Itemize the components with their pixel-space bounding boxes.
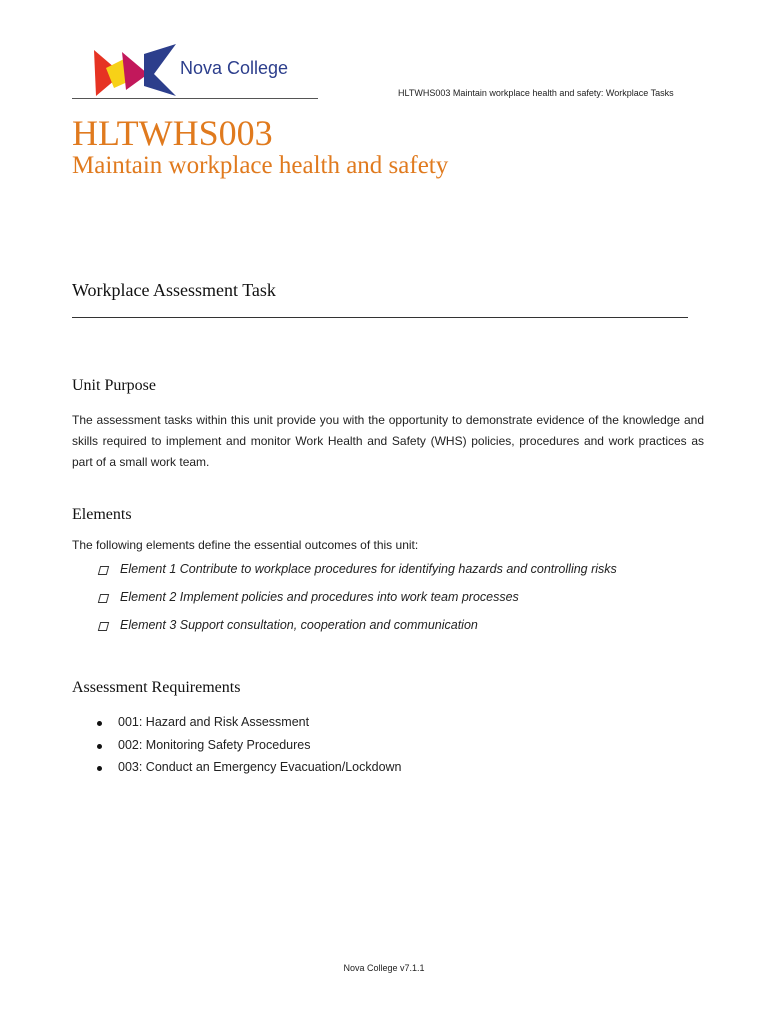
- unit-purpose-heading: Unit Purpose: [72, 377, 156, 394]
- logo-mark-icon: [92, 44, 178, 98]
- square-bullet-icon: [98, 622, 109, 631]
- elements-intro: The following elements define the essential outcomes of this unit:: [72, 538, 419, 552]
- nova-college-logo: [92, 44, 312, 98]
- header-divider: [72, 98, 318, 99]
- unit-code: HLTWHS003: [72, 113, 273, 153]
- bullet-icon: [97, 766, 102, 771]
- unit-purpose-text: The assessment tasks within this unit provide you with the opportunity to demonstrate evidence of the knowledge and skills required to implement and monitor Work Health and Safety (WHS) policies, procedures and work practices as part of a small work team.: [72, 413, 704, 469]
- assessment-heading: Assessment Requirements: [72, 679, 241, 696]
- running-header: HLTWHS003 Maintain workplace health and safety: Workplace Tasks: [398, 88, 674, 98]
- title-divider: [72, 317, 688, 318]
- elements-heading: Elements: [72, 506, 132, 523]
- task-title: Workplace Assessment Task: [72, 280, 276, 300]
- square-bullet-icon: [98, 594, 109, 603]
- square-bullet-icon: [98, 566, 109, 575]
- bullet-icon: [97, 744, 102, 749]
- logo-text: Nova College: [180, 58, 289, 78]
- unit-name: Maintain workplace health and safety: [72, 152, 449, 179]
- page-footer: Nova College v7.1.1: [343, 963, 425, 973]
- bullet-icon: [97, 721, 102, 726]
